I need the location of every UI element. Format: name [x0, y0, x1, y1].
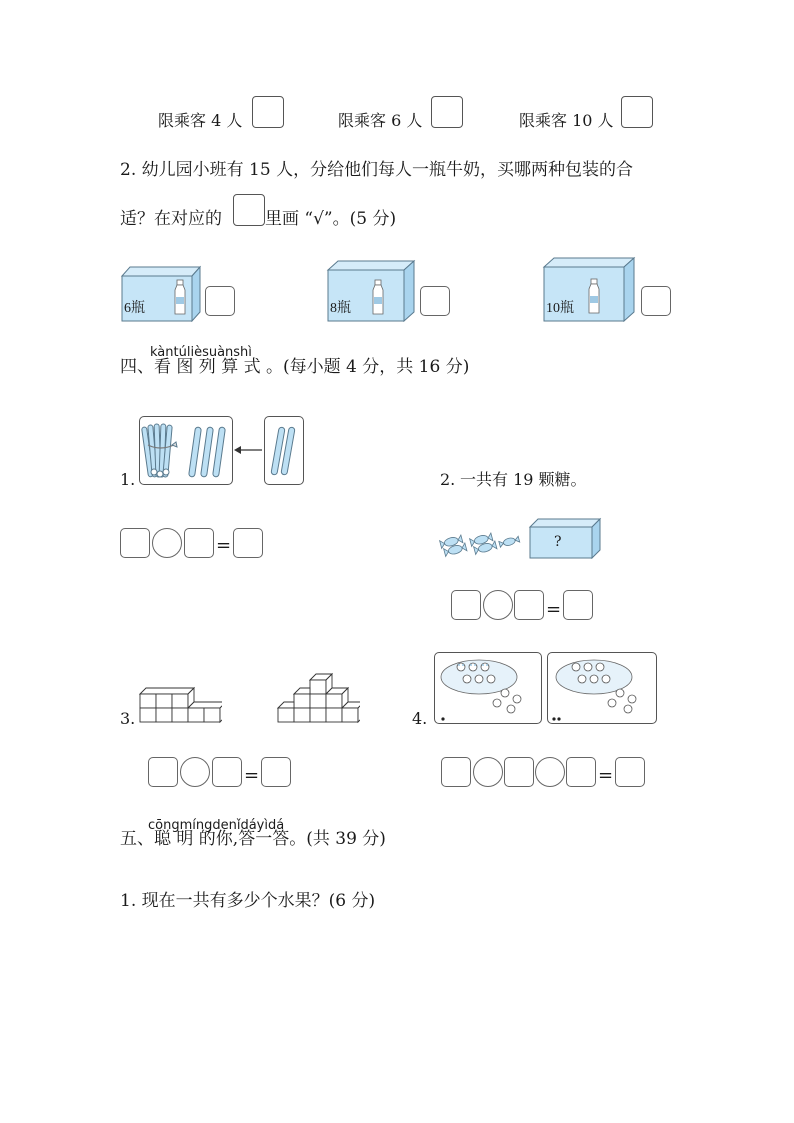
p4-box-1[interactable] — [441, 757, 471, 787]
package-label-6: 6瓶 — [124, 301, 145, 316]
section-5-title: 五、聪 明 的你,答一答。(共 39 分) — [120, 829, 386, 849]
section-4-pinyin: kàntúlièsuànshì — [150, 345, 252, 360]
p3-box-2[interactable] — [212, 757, 242, 787]
cubes-right-icon — [274, 672, 360, 724]
p2-equals: = — [546, 599, 562, 620]
p3-equals: = — [244, 765, 260, 786]
frogs-icon — [435, 653, 541, 723]
p1-box-1[interactable] — [120, 528, 150, 558]
problem-2-number: 2. — [440, 470, 456, 489]
problem-2-text: 一共有 19 颗糖。 — [460, 470, 587, 489]
car-label-6: 限乘客 6 人 — [338, 111, 423, 130]
candy-box-question-mark: ? — [554, 534, 562, 550]
two-sticks-icon — [265, 417, 303, 484]
p1-equals: = — [216, 535, 232, 556]
problem-4-number: 4. — [412, 709, 428, 728]
question-2-line-1: 2. 幼儿园小班有 15 人，分给他们每人一瓶牛奶，买哪两种包装的合 — [120, 160, 634, 180]
p2-box-2[interactable] — [514, 590, 544, 620]
car-label-10: 限乘客 10 人 — [519, 111, 614, 130]
p1-box-2[interactable] — [184, 528, 214, 558]
p4-box-2[interactable] — [504, 757, 534, 787]
milk-package-6 — [118, 264, 202, 322]
section-5-question-1: 1. 现在一共有多少个水果？(6 分) — [120, 891, 376, 911]
answer-box-car-6[interactable] — [431, 96, 463, 128]
p4-equals: = — [598, 765, 614, 786]
check-box-6[interactable] — [205, 286, 235, 316]
problem-3-number: 3. — [120, 709, 136, 728]
inline-check-box — [233, 194, 265, 226]
box-icon — [526, 517, 602, 559]
stick-bundle-icon — [140, 417, 232, 484]
left-arrow-icon — [234, 444, 264, 456]
frogs-icon — [548, 653, 656, 723]
cubes-left-icon — [136, 686, 222, 724]
answer-box-car-4[interactable] — [252, 96, 284, 128]
check-box-8[interactable] — [420, 286, 450, 316]
p4-operator-circle-2[interactable] — [535, 757, 565, 787]
question-2-line-2b: 里画 “√”。(5 分) — [265, 209, 397, 229]
frogs-card-2 — [547, 652, 657, 724]
p2-box-1[interactable] — [451, 590, 481, 620]
car-label-4: 限乘客 4 人 — [158, 111, 243, 130]
sticks-card-left — [139, 416, 233, 485]
section-5-pinyin: cōngmíngdenǐdáyìdá — [148, 818, 285, 833]
p4-operator-circle-1[interactable] — [473, 757, 503, 787]
answer-box-car-10[interactable] — [621, 96, 653, 128]
p3-box-1[interactable] — [148, 757, 178, 787]
p1-operator-circle[interactable] — [152, 528, 182, 558]
check-box-10[interactable] — [641, 286, 671, 316]
section-4-title: 四、看 图 列 算 式 。(每小题 4 分，共 16 分) — [120, 357, 470, 377]
p3-operator-circle[interactable] — [180, 757, 210, 787]
milk-package-8 — [324, 258, 416, 322]
p2-operator-circle[interactable] — [483, 590, 513, 620]
p3-box-result[interactable] — [261, 757, 291, 787]
p4-box-3[interactable] — [566, 757, 596, 787]
problem-1-number: 1. — [120, 470, 136, 489]
candy-box — [526, 517, 602, 559]
package-label-8: 8瓶 — [330, 301, 351, 316]
milk-package-10 — [540, 255, 636, 322]
p1-box-result[interactable] — [233, 528, 263, 558]
p2-box-result[interactable] — [563, 590, 593, 620]
sticks-card-right — [264, 416, 304, 485]
question-2-line-2a: 适？在对应的 — [120, 209, 222, 229]
candies-icon — [438, 526, 522, 560]
frogs-card-1 — [434, 652, 542, 724]
package-label-10: 10瓶 — [546, 301, 574, 316]
p4-box-result[interactable] — [615, 757, 645, 787]
